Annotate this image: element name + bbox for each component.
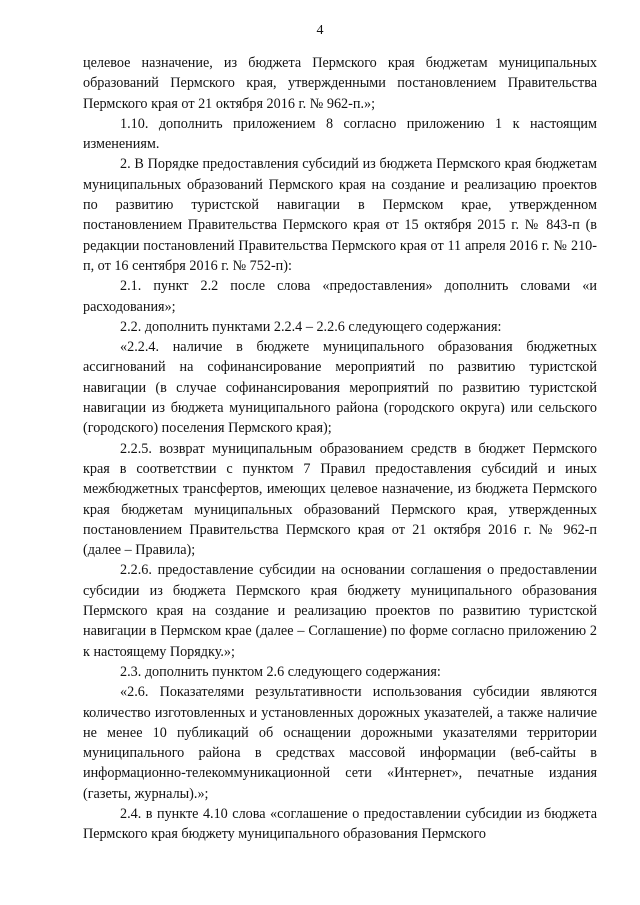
paragraph-item-2: 2. В Порядке предоставления субсидий из бюджета Пермского края бюджетам муниципальных образований Пермского края на создание и реализацию проектов по развитию туристской навигации в Пермском крае, утвержденном постановлением Правительства Пермского края от 15 октября 2015 г. № 843-п (в редакции постановлений Правительства Пермского края от 11 апреля 2016 г. № 210-п, от 16 сентября 2016 г. № 752-п): — [83, 156, 597, 274]
document-body — [83, 53, 597, 845]
paragraph-continuation: целевое назначение, из бюджета Пермского края бюджетам муниципальных образований Пермского края, утвержденными постановлением Правительства Пермского края от 21 октября 2016 г. № 962-п.»; — [83, 55, 597, 112]
paragraph-item-2-6: «2.6. Показателями результативности использования субсидии являются количество изготовленных и установленных дорожных указателей, а также наличие не менее 10 публикаций об оснащении дорожными указателями территории муниципального района в средствах массовой информации (веб-сайты в информационно-телекоммуникационной сети «Интернет», печатные издания (газеты, журналы).»; — [83, 684, 597, 802]
paragraph-item-2-2: 2.2. дополнить пунктами 2.2.4 – 2.2.6 следующего содержания: — [120, 318, 502, 335]
paragraph-item-2-2-4: «2.2.4. наличие в бюджете муниципального образования бюджетных ассигнований на софинансирование мероприятий по развитию туристской навигации (в случае софинансирования мероприятий по развитию туристской навигации из бюджета муниципального района (городского округа) или сельского (городского) поселения Пермского края); — [83, 339, 597, 437]
page-number: 4 — [316, 23, 324, 38]
paragraph-item-1-10: 1.10. дополнить приложением 8 согласно приложению 1 к настоящим изменениям. — [83, 115, 597, 153]
paragraph-item-2-2-6: 2.2.6. предоставление субсидии на основании соглашения о предоставлении субсидии из бюджета Пермского края бюджету муниципального образования Пермского края на создание и реализацию проектов по развитию туристской навигации в Пермском крае (далее – Соглашение) по форме согласно приложению 2 к настоящему Порядку.»; — [83, 562, 597, 660]
paragraph-item-2-1: 2.1. пункт 2.2 после слова «предоставления» дополнить словами «и расходования»; — [83, 278, 597, 315]
paragraph-item-2-2-5: 2.2.5. возврат муниципальным образованием средств в бюджет Пермского края в соответствии с пунктом 7 Правил предоставления субсидий и иных межбюджетных трансфертов, имеющих целевое назначение, из бюджета Пермского края бюджетам муниципальных образований Пермского края, утвержденных постановлением Правительства Пермского края от 21 октября 2016 г. № 962-п (далее – Правила); — [83, 440, 597, 559]
paragraph-item-2-4: 2.4. в пункте 4.10 слова «соглашение о предоставлении субсидии из бюджета Пермского края бюджету муниципального образования Пермского — [83, 805, 597, 843]
paragraph-item-2-3: 2.3. дополнить пунктом 2.6 следующего содержания: — [120, 663, 441, 680]
